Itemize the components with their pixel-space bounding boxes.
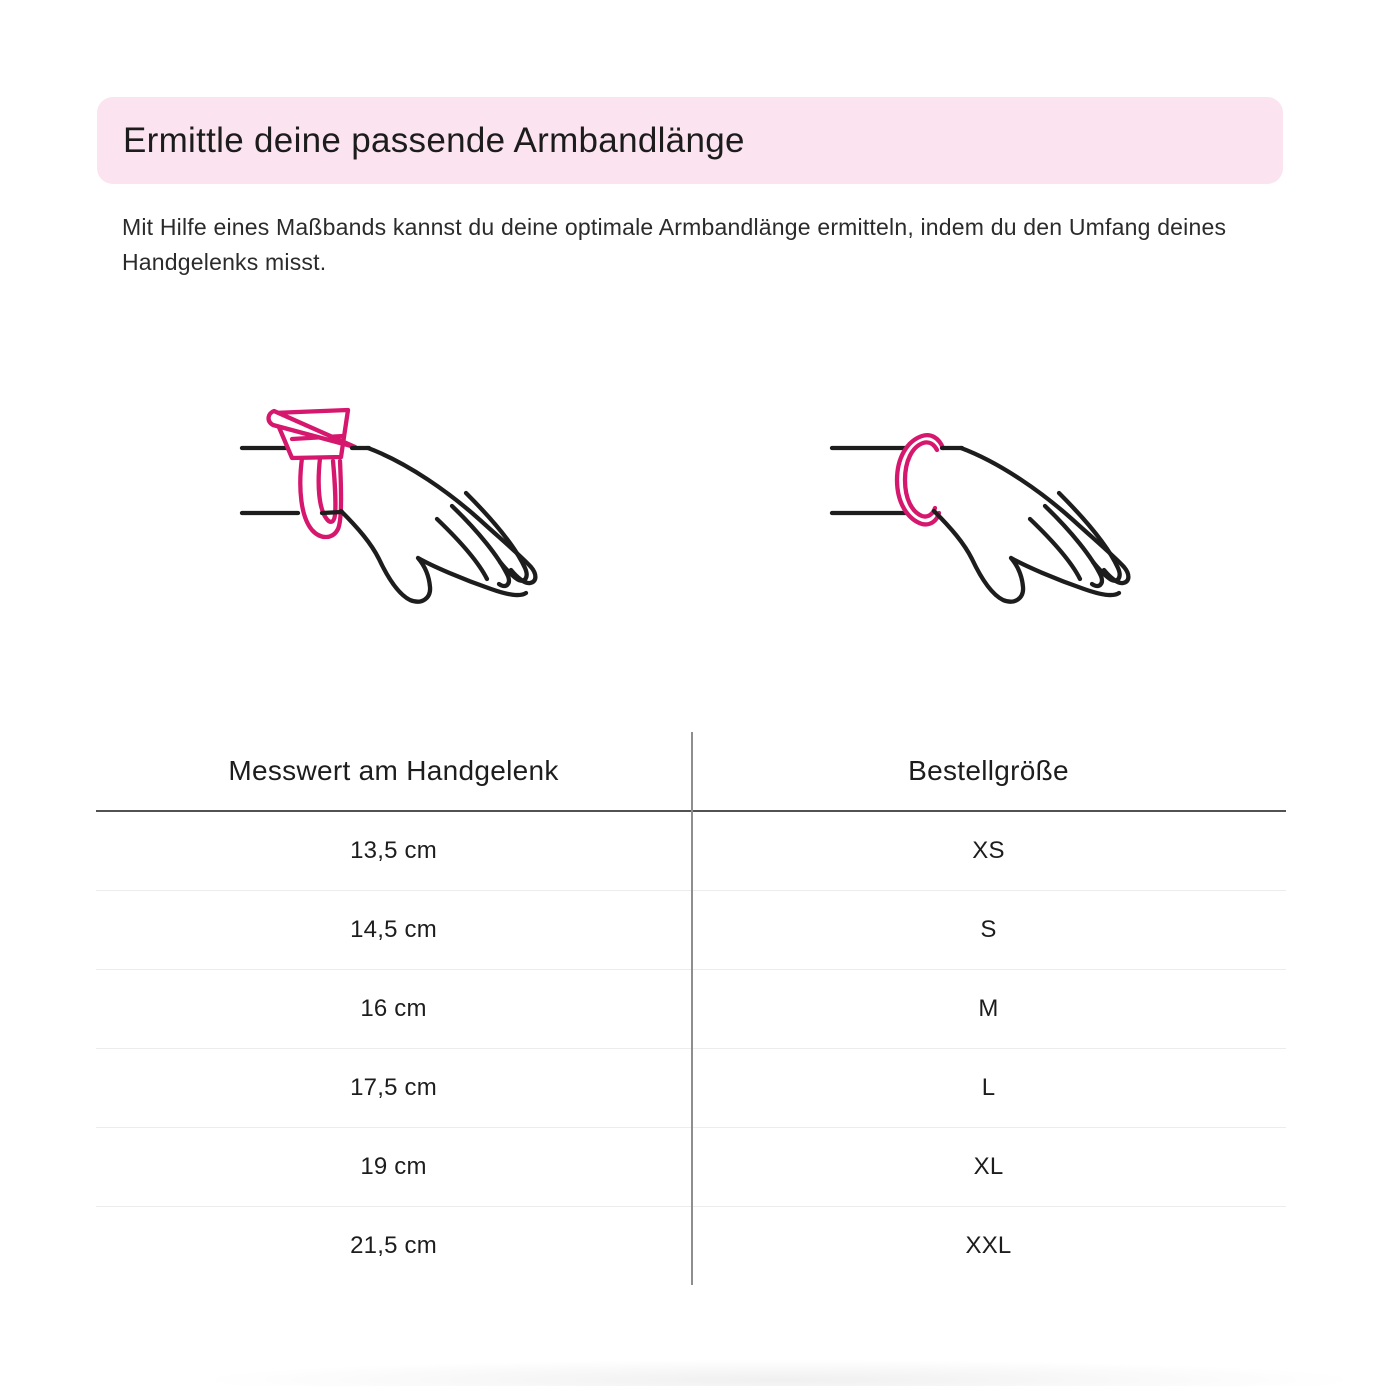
measuring-tape-wrist-illustration	[238, 383, 623, 638]
column-header-size: Bestellgröße	[908, 755, 1069, 786]
measurement-cell: 21,5 cm	[350, 1232, 437, 1259]
measurement-cell: 17,5 cm	[350, 1074, 437, 1101]
table-column-divider	[691, 732, 693, 1285]
arm-bottom-line-resume	[322, 512, 342, 513]
measurement-cell: 19 cm	[360, 1153, 427, 1180]
measurement-cell: 14,5 cm	[350, 916, 437, 943]
size-cell: L	[981, 1074, 996, 1101]
section-header-banner	[97, 97, 1283, 184]
bracelet-wrist-illustration	[826, 402, 1176, 637]
measurement-cell: 16 cm	[360, 995, 427, 1022]
measurement-cell: 13,5 cm	[350, 837, 437, 864]
size-cell: XL	[973, 1153, 1004, 1180]
intro-text: Mit Hilfe eines Maßbands kannst du deine optimale Armbandlänge ermitteln, indem du den Umfang deines Handgelenks misst.	[122, 214, 1227, 275]
size-cell: XXL	[965, 1232, 1012, 1259]
hand-outline	[341, 448, 535, 602]
size-table	[96, 732, 1286, 1286]
size-cell: S	[980, 916, 997, 943]
size-cell: XS	[972, 837, 1005, 864]
next-section-edge	[210, 1360, 1350, 1386]
column-header-measurement: Messwert am Handgelenk	[228, 755, 559, 786]
size-cell: M	[978, 995, 999, 1022]
bracelet-inner-band	[905, 442, 937, 516]
page-title: Ermittle deine passende Armbandlänge	[123, 120, 745, 160]
tape-loop	[300, 458, 341, 537]
hand-outline	[934, 448, 1128, 602]
